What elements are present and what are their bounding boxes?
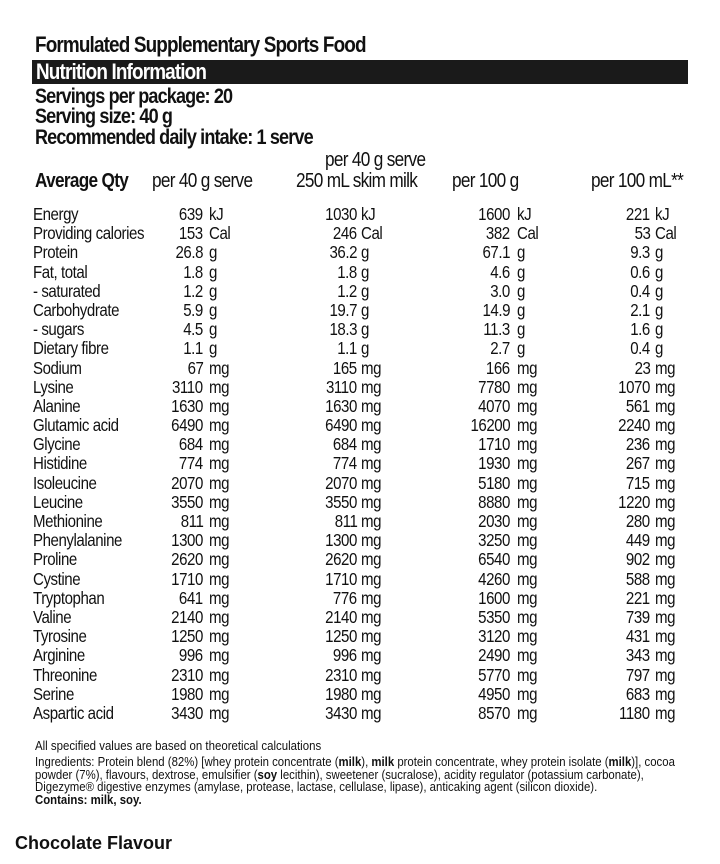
value-col-4: 9.3: [630, 242, 650, 263]
value-col-4: 715: [626, 472, 650, 493]
table-row: [0, 359, 720, 378]
value-col-4: 221: [626, 587, 650, 608]
unit-col-1: g: [209, 319, 217, 340]
value-col-3: 1930: [478, 453, 510, 474]
unit-col-1: g: [209, 242, 217, 263]
value-col-1: 5.9: [183, 299, 203, 320]
unit-col-4: mg: [655, 434, 676, 455]
unit-col-1: g: [209, 299, 217, 320]
value-col-3: 5350: [478, 606, 510, 627]
unit-col-2: mg: [361, 702, 382, 723]
nutrient-name: Tryptophan: [33, 587, 105, 608]
table-row: [0, 224, 720, 243]
unit-col-4: mg: [655, 606, 676, 627]
unit-col-4: g: [655, 242, 663, 263]
unit-col-3: mg: [517, 702, 538, 723]
table-row: [0, 589, 720, 608]
allergen-statement: Contains: milk, soy.: [35, 791, 142, 807]
header-per-40g-milk-bottom: 250 mL skim milk: [296, 170, 418, 192]
nutrition-table: [0, 205, 720, 723]
unit-col-1: g: [209, 338, 217, 359]
unit-col-4: mg: [655, 357, 676, 378]
table-row: [0, 704, 720, 723]
servings-per-package: Servings per package: 20: [35, 85, 233, 108]
unit-col-2: mg: [361, 568, 382, 589]
value-col-2: 1030: [325, 204, 357, 224]
nutrient-name: Providing calories: [33, 223, 145, 244]
table-row: [0, 454, 720, 473]
table-row: [0, 608, 720, 627]
table-row: [0, 378, 720, 397]
value-col-3: 4260: [478, 568, 510, 589]
nutrient-name: Arginine: [33, 645, 85, 666]
unit-col-4: mg: [655, 472, 676, 493]
value-col-1: 1.2: [183, 280, 203, 301]
daily-intake: Recommended daily intake: 1 serve: [35, 126, 313, 149]
unit-col-1: g: [209, 261, 217, 282]
nutrient-name: Isoleucine: [33, 472, 97, 493]
value-col-4: 683: [626, 683, 650, 704]
unit-col-1: mg: [209, 626, 230, 647]
value-col-3: 4.6: [490, 261, 510, 282]
value-col-2: 1980: [325, 683, 357, 704]
nutrient-name: Histidine: [33, 453, 87, 474]
unit-col-2: g: [361, 280, 369, 301]
table-row: [0, 531, 720, 550]
nutrient-name: Sodium: [33, 357, 82, 378]
unit-col-3: mg: [517, 530, 538, 551]
unit-col-2: Cal: [361, 223, 383, 244]
unit-col-4: g: [655, 319, 663, 340]
unit-col-1: mg: [209, 376, 230, 397]
value-col-2: 18.3: [329, 319, 357, 340]
value-col-3: 4070: [478, 395, 510, 416]
value-col-4: 343: [626, 645, 650, 666]
unit-col-1: mg: [209, 530, 230, 551]
table-row: [0, 570, 720, 589]
unit-col-1: mg: [209, 645, 230, 666]
value-col-2: 19.7: [329, 299, 357, 320]
unit-col-1: mg: [209, 683, 230, 704]
unit-col-2: mg: [361, 491, 382, 512]
value-col-1: 1630: [171, 395, 203, 416]
table-row: [0, 339, 720, 358]
nutrient-name: Proline: [33, 549, 77, 570]
unit-col-2: mg: [361, 357, 382, 378]
unit-col-4: mg: [655, 491, 676, 512]
value-col-2: 811: [334, 511, 357, 531]
value-col-3: 14.9: [482, 299, 510, 320]
unit-col-4: g: [655, 338, 663, 359]
value-col-2: 1710: [325, 568, 357, 589]
section-heading-bar: [32, 60, 688, 84]
value-col-2: 774: [333, 453, 357, 474]
table-row: [0, 320, 720, 339]
value-col-1: 1.1: [183, 338, 203, 359]
unit-col-2: g: [361, 261, 369, 282]
table-row: [0, 435, 720, 454]
allergen-word: soy: [257, 766, 278, 782]
value-col-2: 1630: [325, 395, 357, 416]
section-heading: Nutrition Information: [36, 59, 207, 84]
value-col-2: 1.1: [337, 338, 357, 359]
unit-col-1: mg: [209, 549, 230, 570]
table-row: [0, 493, 720, 512]
unit-col-4: mg: [655, 376, 676, 397]
unit-col-1: mg: [209, 434, 230, 455]
nutrient-name: Threonine: [33, 664, 97, 685]
nutrient-name: Protein: [33, 242, 78, 263]
nutrient-name: Tyrosine: [33, 626, 87, 647]
unit-col-3: mg: [517, 683, 538, 704]
unit-col-4: mg: [655, 664, 676, 685]
unit-col-2: mg: [361, 645, 382, 666]
unit-col-2: mg: [361, 683, 382, 704]
unit-col-4: mg: [655, 702, 676, 723]
unit-col-4: mg: [655, 683, 676, 704]
value-col-1: 1300: [171, 530, 203, 551]
value-col-2: 1300: [325, 530, 357, 551]
value-col-2: 2140: [325, 606, 357, 627]
value-col-2: 2310: [325, 664, 357, 685]
unit-col-2: g: [361, 242, 369, 263]
value-col-2: 246: [333, 223, 357, 244]
value-col-1: 2310: [171, 664, 203, 685]
calculation-note: All specified values are based on theoretical calculations: [35, 738, 322, 753]
value-col-4: 561: [626, 395, 650, 416]
unit-col-3: mg: [517, 395, 538, 416]
value-col-1: 774: [179, 453, 203, 474]
value-col-3: 8570: [478, 702, 510, 723]
unit-col-1: mg: [209, 587, 230, 608]
unit-col-4: mg: [655, 453, 676, 474]
value-col-3: 166: [486, 357, 510, 378]
serving-size: Serving size: 40 g: [35, 105, 173, 128]
nutrient-name: Phenylalanine: [33, 530, 122, 551]
value-col-1: 684: [179, 434, 203, 455]
unit-col-2: mg: [361, 453, 382, 474]
table-row: [0, 646, 720, 665]
unit-col-3: g: [517, 338, 525, 359]
unit-col-3: mg: [517, 587, 538, 608]
unit-col-3: g: [517, 299, 525, 320]
value-col-3: 2.7: [490, 338, 510, 359]
unit-col-4: mg: [655, 587, 676, 608]
unit-col-1: mg: [209, 568, 230, 589]
value-col-2: 2070: [325, 472, 357, 493]
value-col-4: 1220: [618, 491, 650, 512]
value-col-1: 4.5: [183, 319, 203, 340]
unit-col-4: mg: [655, 415, 676, 436]
unit-col-3: g: [517, 319, 525, 340]
table-row: [0, 474, 720, 493]
value-col-1: 2620: [171, 549, 203, 570]
value-col-4: 267: [626, 453, 650, 474]
header-average-qty: Average Qty: [35, 170, 129, 192]
nutrient-name: Fat, total: [33, 261, 88, 282]
value-col-2: 1250: [325, 626, 357, 647]
value-col-3: 8880: [478, 491, 510, 512]
nutrient-name: Dietary fibre: [33, 338, 109, 359]
value-col-4: 23: [634, 357, 650, 378]
unit-col-3: mg: [517, 453, 538, 474]
value-col-4: 2.1: [630, 299, 650, 320]
value-col-1: 3550: [171, 491, 203, 512]
value-col-1: 2140: [171, 606, 203, 627]
table-row: [0, 243, 720, 262]
value-col-4: 2240: [618, 415, 650, 436]
unit-col-2: g: [361, 338, 369, 359]
table-row: [0, 397, 720, 416]
value-col-4: 0.4: [630, 280, 650, 301]
value-col-1: 1.8: [183, 261, 203, 282]
value-col-4: 0.4: [630, 338, 650, 359]
nutrient-name: Cystine: [33, 568, 81, 589]
value-col-4: 236: [626, 434, 650, 455]
value-col-1: 2070: [171, 472, 203, 493]
value-col-4: 280: [626, 511, 650, 531]
unit-col-3: mg: [517, 664, 538, 685]
allergen-word: milk: [608, 754, 632, 769]
nutrient-name: Methionine: [33, 511, 103, 531]
unit-col-1: mg: [209, 472, 230, 493]
value-col-1: 153: [179, 223, 203, 244]
value-col-3: 382: [486, 223, 510, 244]
unit-col-3: mg: [517, 626, 538, 647]
unit-col-4: mg: [655, 549, 676, 570]
value-col-3: 5770: [478, 664, 510, 685]
unit-col-3: mg: [517, 376, 538, 397]
allergen-word: milk: [371, 754, 395, 769]
value-col-1: 3110: [172, 376, 203, 397]
unit-col-2: mg: [361, 376, 382, 397]
unit-col-2: mg: [361, 626, 382, 647]
value-col-1: 1980: [171, 683, 203, 704]
unit-col-1: mg: [209, 606, 230, 627]
unit-col-1: Cal: [209, 223, 231, 244]
unit-col-3: mg: [517, 606, 538, 627]
unit-col-2: mg: [361, 472, 382, 493]
product-title: Formulated Supplementary Sports Food: [35, 32, 366, 57]
value-col-2: 6490: [325, 415, 357, 436]
value-col-1: 67: [187, 357, 203, 378]
table-row: [0, 301, 720, 320]
value-col-2: 3550: [325, 491, 357, 512]
nutrient-name: Leucine: [33, 491, 83, 512]
value-col-2: 36.2: [329, 242, 357, 263]
nutrient-name: Aspartic acid: [33, 702, 114, 723]
value-col-4: 1180: [619, 702, 650, 723]
nutrient-name: Glutamic acid: [33, 415, 119, 436]
unit-col-2: mg: [361, 549, 382, 570]
unit-col-1: mg: [209, 395, 230, 416]
table-row: [0, 205, 720, 224]
unit-col-4: Cal: [655, 223, 677, 244]
value-col-3: 16200: [470, 415, 510, 436]
unit-col-3: mg: [517, 549, 538, 570]
header-per-100g: per 100 g: [452, 170, 519, 192]
value-col-4: 1.6: [630, 319, 650, 340]
ingredients-segment: ),: [361, 754, 372, 769]
ingredients-segment: Ingredients: Protein blend (82%) [whey protein concentrate (: [35, 754, 339, 769]
unit-col-3: mg: [517, 415, 538, 436]
value-col-4: 588: [626, 568, 650, 589]
unit-col-1: mg: [209, 453, 230, 474]
unit-col-4: g: [655, 261, 663, 282]
unit-col-3: mg: [517, 491, 538, 512]
value-col-4: 902: [626, 549, 650, 570]
allergen-word: milk: [338, 754, 362, 769]
unit-col-4: mg: [655, 568, 676, 589]
value-col-2: 2620: [325, 549, 357, 570]
nutrient-name: Alanine: [33, 395, 81, 416]
unit-col-3: mg: [517, 472, 538, 493]
ingredients-text: [35, 756, 687, 806]
nutrient-name: Valine: [33, 606, 72, 627]
value-col-3: 1710: [478, 434, 510, 455]
unit-col-1: mg: [209, 415, 230, 436]
flavour-label: Chocolate Flavour: [15, 833, 173, 853]
unit-col-2: mg: [361, 434, 382, 455]
nutrient-name: Serine: [33, 683, 74, 704]
value-col-2: 3110: [326, 376, 357, 397]
unit-col-4: kJ: [655, 204, 670, 224]
value-col-3: 4950: [478, 683, 510, 704]
value-col-4: 739: [626, 606, 650, 627]
nutrient-name: - sugars: [33, 319, 84, 340]
value-col-3: 5180: [478, 472, 510, 493]
unit-col-2: mg: [361, 664, 382, 685]
unit-col-2: mg: [361, 395, 382, 416]
header-per-100ml: per 100 mL**: [591, 170, 684, 192]
unit-col-3: mg: [517, 434, 538, 455]
unit-col-3: mg: [517, 568, 538, 589]
value-col-1: 641: [179, 587, 203, 608]
value-col-3: 1600: [478, 204, 510, 224]
value-col-3: 67.1: [482, 242, 510, 263]
value-col-4: 431: [626, 626, 650, 647]
unit-col-3: mg: [517, 357, 538, 378]
unit-col-2: mg: [361, 530, 382, 551]
unit-col-1: kJ: [209, 204, 224, 224]
value-col-4: 221: [626, 204, 650, 224]
table-row: [0, 550, 720, 569]
unit-col-3: Cal: [517, 223, 539, 244]
unit-col-2: mg: [361, 415, 382, 436]
unit-col-1: mg: [209, 702, 230, 723]
unit-col-2: g: [361, 319, 369, 340]
unit-col-2: mg: [361, 606, 382, 627]
value-col-3: 2490: [478, 645, 510, 666]
value-col-4: 0.6: [630, 261, 650, 282]
value-col-1: 996: [179, 645, 203, 666]
unit-col-3: kJ: [517, 204, 532, 224]
table-row: [0, 685, 720, 704]
nutrient-name: - saturated: [33, 280, 101, 301]
value-col-3: 3250: [478, 530, 510, 551]
ingredients-segment: lecithin), sweetener (sucralose), acidity regulator (potassium carbonate), Digezyme® digestive enzymes (amylase, protease, lactase, cellulase, lipase), anticaking agent (silicon dioxide).: [35, 766, 644, 794]
value-col-3: 2030: [478, 511, 510, 531]
unit-col-1: mg: [209, 664, 230, 685]
unit-col-1: g: [209, 280, 217, 301]
value-col-2: 684: [333, 434, 357, 455]
value-col-2: 996: [333, 645, 357, 666]
header-per-40g: per 40 g serve: [152, 170, 253, 192]
value-col-4: 449: [626, 530, 650, 551]
table-row: [0, 282, 720, 301]
header-per-40g-milk-top: per 40 g serve: [325, 149, 426, 171]
unit-col-4: mg: [655, 511, 676, 531]
table-row: [0, 627, 720, 646]
table-row: [0, 666, 720, 685]
nutrient-name: Lysine: [33, 376, 74, 397]
value-col-4: 1070: [618, 376, 650, 397]
value-col-3: 3120: [478, 626, 510, 647]
value-col-4: 797: [626, 664, 650, 685]
unit-col-3: g: [517, 280, 525, 301]
value-col-1: 811: [180, 511, 203, 531]
value-col-1: 1250: [171, 626, 203, 647]
value-col-1: 26.8: [175, 242, 203, 263]
unit-col-4: g: [655, 299, 663, 320]
unit-col-3: mg: [517, 511, 538, 531]
unit-col-2: mg: [361, 511, 382, 531]
unit-col-4: mg: [655, 395, 676, 416]
value-col-2: 776: [333, 587, 357, 608]
value-col-1: 3430: [171, 702, 203, 723]
unit-col-3: g: [517, 261, 525, 282]
unit-col-4: mg: [655, 530, 676, 551]
nutrient-name: Glycine: [33, 434, 81, 455]
unit-col-1: mg: [209, 491, 230, 512]
value-col-2: 1.2: [337, 280, 357, 301]
ingredients-segment: )], cocoa powder (7%), flavours, dextrose, emulsifier (: [35, 754, 675, 782]
unit-col-4: g: [655, 280, 663, 301]
unit-col-2: g: [361, 299, 369, 320]
unit-col-3: g: [517, 242, 525, 263]
unit-col-4: mg: [655, 626, 676, 647]
value-col-3: 6540: [478, 549, 510, 570]
nutrient-name: Carbohydrate: [33, 299, 120, 320]
value-col-3: 3.0: [490, 280, 510, 301]
unit-col-1: mg: [209, 511, 230, 531]
table-row: [0, 263, 720, 282]
unit-col-2: mg: [361, 587, 382, 608]
value-col-2: 3430: [325, 702, 357, 723]
value-col-1: 6490: [171, 415, 203, 436]
unit-col-3: mg: [517, 645, 538, 666]
unit-col-4: mg: [655, 645, 676, 666]
unit-col-1: mg: [209, 357, 230, 378]
ingredients-segment: protein concentrate, whey protein isolate (: [394, 754, 609, 769]
value-col-3: 11.3: [483, 319, 510, 340]
value-col-2: 1.8: [337, 261, 357, 282]
table-row: [0, 416, 720, 435]
ingredients-body: [35, 754, 675, 794]
value-col-1: 1710: [171, 568, 203, 589]
value-col-3: 7780: [478, 376, 510, 397]
value-col-3: 1600: [478, 587, 510, 608]
value-col-4: 53: [634, 223, 650, 244]
value-col-2: 165: [333, 357, 357, 378]
value-col-1: 639: [179, 204, 203, 224]
nutrient-name: Energy: [33, 204, 79, 224]
unit-col-2: kJ: [361, 204, 376, 224]
table-row: [0, 512, 720, 531]
